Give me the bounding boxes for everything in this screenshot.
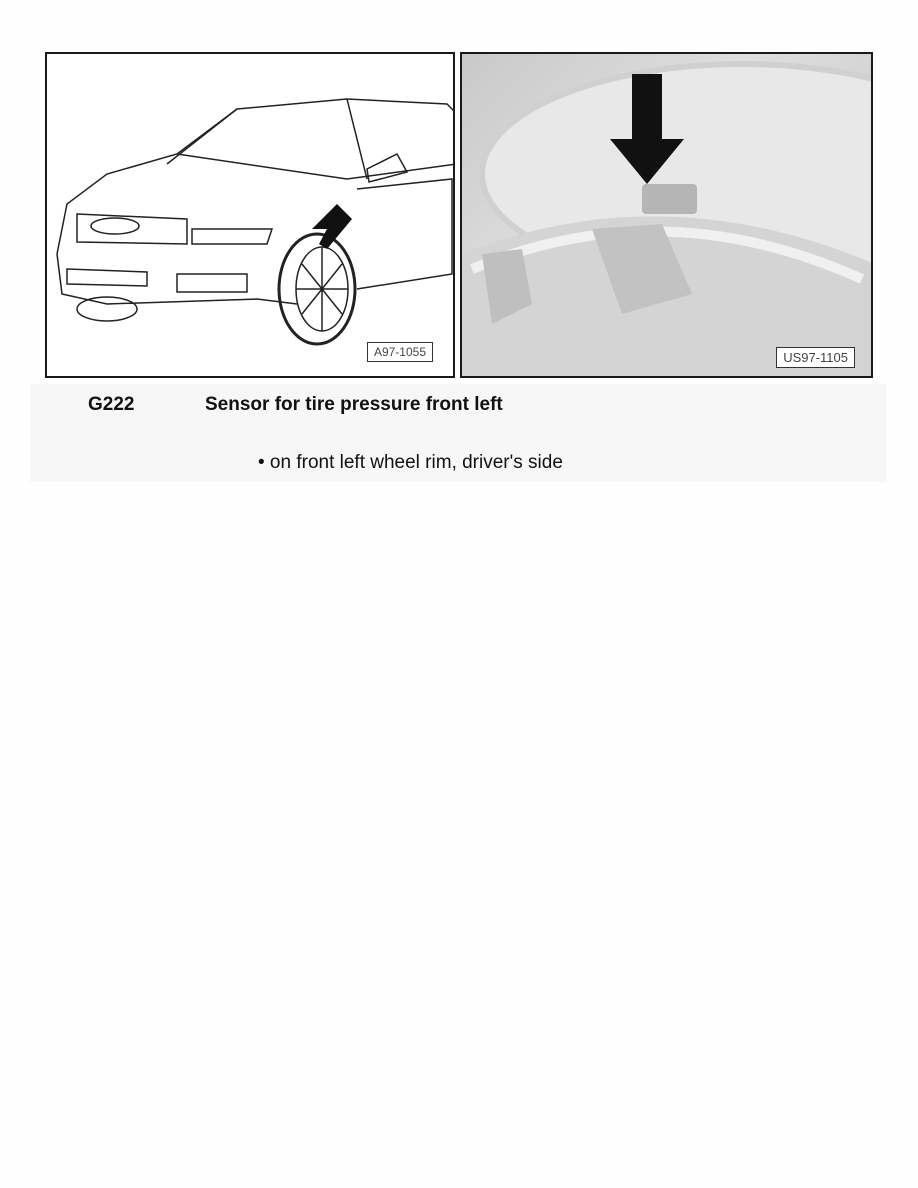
arrow-down-icon [312,204,352,249]
component-title: Sensor for tire pressure front left [205,394,503,415]
car-illustration-panel [45,52,455,378]
figure-label: A97-1055 [367,342,433,362]
component-code: G222 [88,394,135,415]
location-note: • on front left wheel rim, driver's side [258,452,563,473]
figure-label: US97-1105 [776,347,855,368]
wheel-rim-photo [462,54,873,378]
wheel-rim-photo-panel [460,52,873,378]
car-illustration [47,54,455,378]
